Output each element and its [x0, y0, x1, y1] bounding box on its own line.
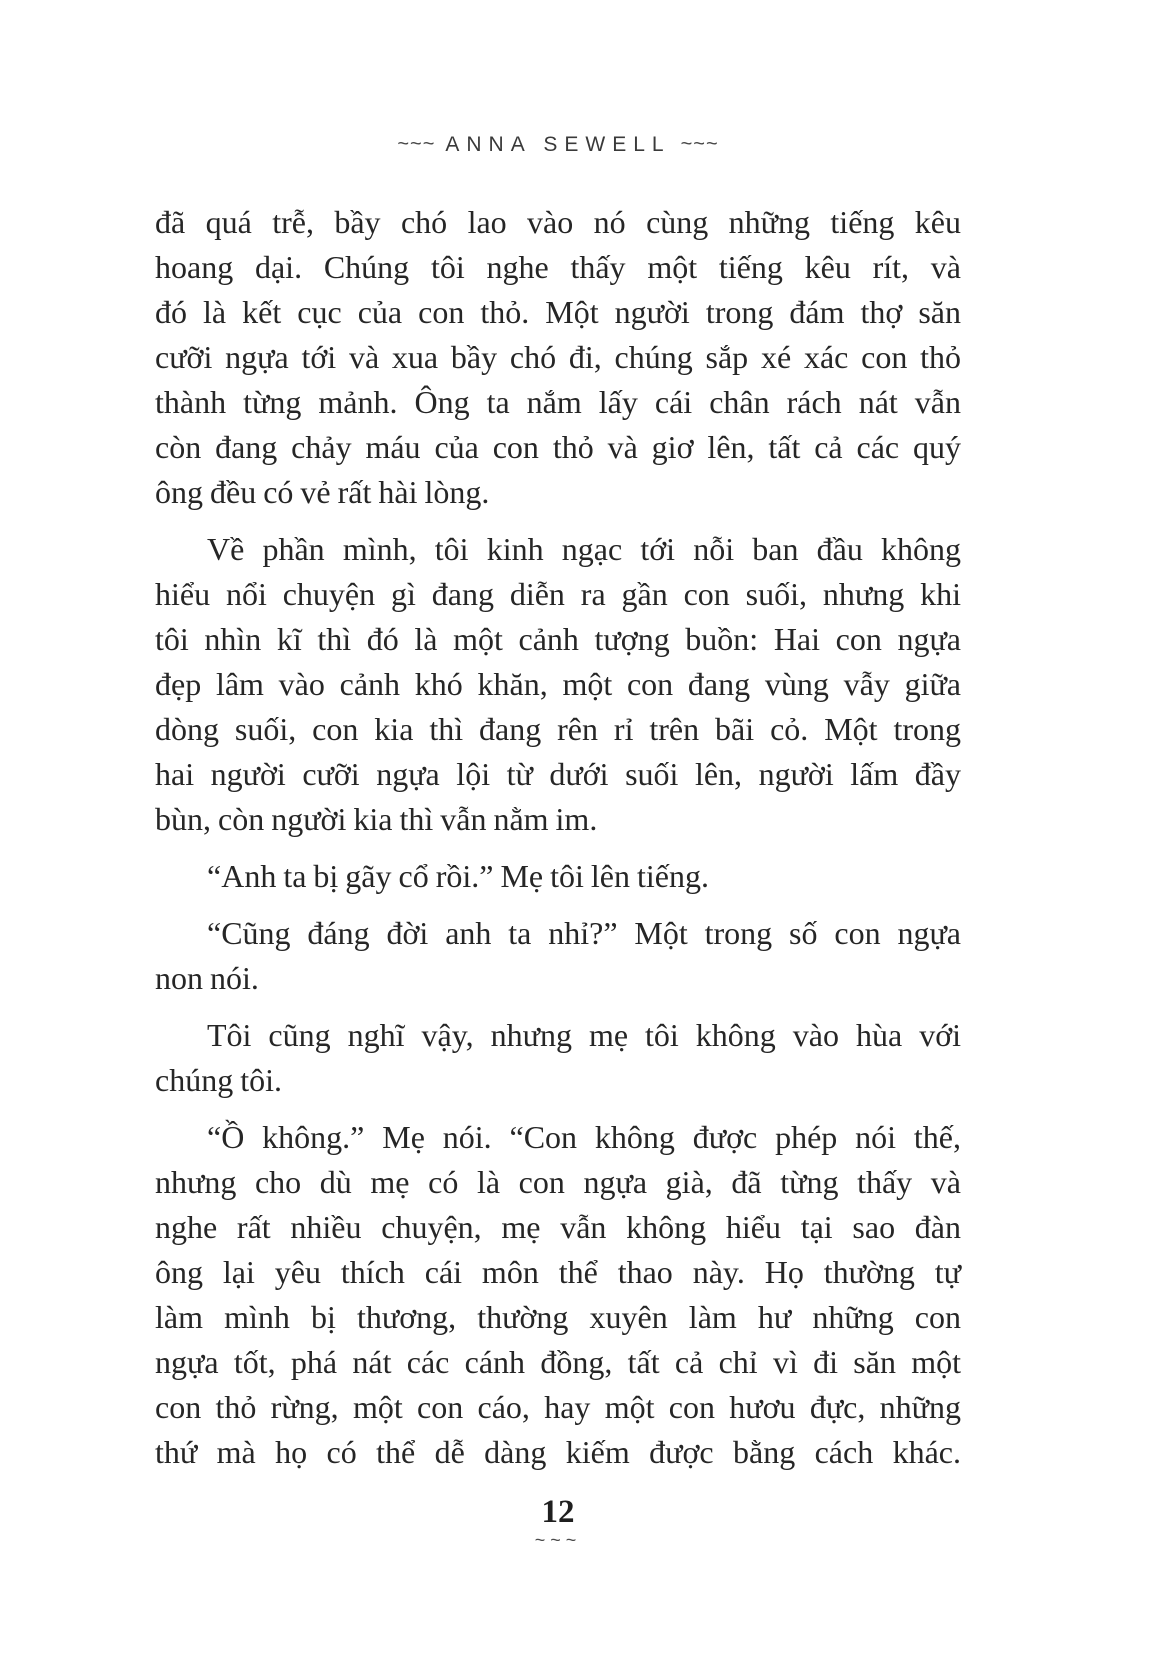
paragraph: [155, 1115, 961, 1475]
text-line: dòng suối, con kia thì đang rên rỉ trên bãi cỏ. Một trong: [155, 711, 961, 747]
header-title: ANNA SEWELL: [445, 133, 671, 156]
text-line: ngựa tốt, phá nát các cánh đồng, tất cả chỉ vì đi săn một: [155, 1344, 961, 1380]
footer-ornament: ~~~: [534, 1530, 582, 1550]
paragraph: [155, 854, 961, 899]
text-line: Về phần mình, tôi kinh ngạc tới nỗi ban đầu không: [207, 531, 961, 567]
text-line: hoang dại. Chúng tôi nghe thấy một tiếng kêu rít, và: [155, 249, 961, 285]
text-line: thứ mà họ có thể dễ dàng kiếm được bằng cách khác.: [155, 1434, 961, 1470]
text-line: cưỡi ngựa tới và xua bầy chó đi, chúng sắp xé xác con thỏ: [155, 339, 961, 375]
page-number: 12: [541, 1494, 575, 1530]
text-line: non nói.: [155, 960, 259, 996]
text-line: làm mình bị thương, thường xuyên làm hư những con: [155, 1299, 961, 1335]
text-line: tôi nhìn kĩ thì đó là một cảnh tượng buồn: Hai con ngựa: [155, 621, 961, 657]
text-line: thành từng mảnh. Ông ta nắm lấy cái chân rách nát vẫn: [155, 384, 961, 420]
text-line: “Anh ta bị gãy cổ rồi.” Mẹ tôi lên tiếng.: [207, 858, 709, 894]
text-line: đẹp lâm vào cảnh khó khăn, một con đang vùng vẫy giữa: [155, 666, 961, 702]
text-line: ông lại yêu thích cái môn thể thao này. Họ thường tự: [155, 1254, 961, 1290]
page-footer: [155, 1494, 961, 1550]
text-line: hai người cưỡi ngựa lội từ dưới suối lên, người lấm đầy: [155, 756, 961, 792]
header-ornament-left: ~~~: [397, 133, 436, 155]
header-ornament-right: ~~~: [680, 133, 719, 155]
paragraph: [155, 527, 961, 842]
text-line: còn đang chảy máu của con thỏ và giơ lên, tất cả các quý: [155, 429, 961, 465]
paragraph: [155, 1013, 961, 1103]
running-header: [155, 133, 961, 157]
text-line: ông đều có vẻ rất hài lòng.: [155, 474, 490, 510]
text-line: đã quá trễ, bầy chó lao vào nó cùng những tiếng kêu: [155, 204, 961, 240]
text-line: chúng tôi.: [155, 1062, 282, 1098]
text-line: “Cũng đáng đời anh ta nhỉ?” Một trong số con ngựa: [207, 915, 961, 951]
text-line: hiểu nổi chuyện gì đang diễn ra gần con suối, nhưng khi: [155, 576, 961, 612]
body-text: [155, 200, 961, 1475]
text-line: đó là kết cục của con thỏ. Một người trong đám thợ săn: [155, 294, 961, 330]
text-line: nghe rất nhiều chuyện, mẹ vẫn không hiểu tại sao đàn: [155, 1209, 961, 1245]
text-line: nhưng cho dù mẹ có là con ngựa già, đã từng thấy và: [155, 1164, 961, 1200]
paragraph: [155, 911, 961, 1001]
text-line: bùn, còn người kia thì vẫn nằm im.: [155, 801, 598, 837]
text-line: “Ồ không.” Mẹ nói. “Con không được phép nói thế,: [207, 1119, 961, 1155]
text-line: Tôi cũng nghĩ vậy, nhưng mẹ tôi không vào hùa với: [207, 1017, 961, 1053]
paragraph: [155, 200, 961, 515]
text-line: con thỏ rừng, một con cáo, hay một con hươu đực, những: [155, 1389, 961, 1425]
